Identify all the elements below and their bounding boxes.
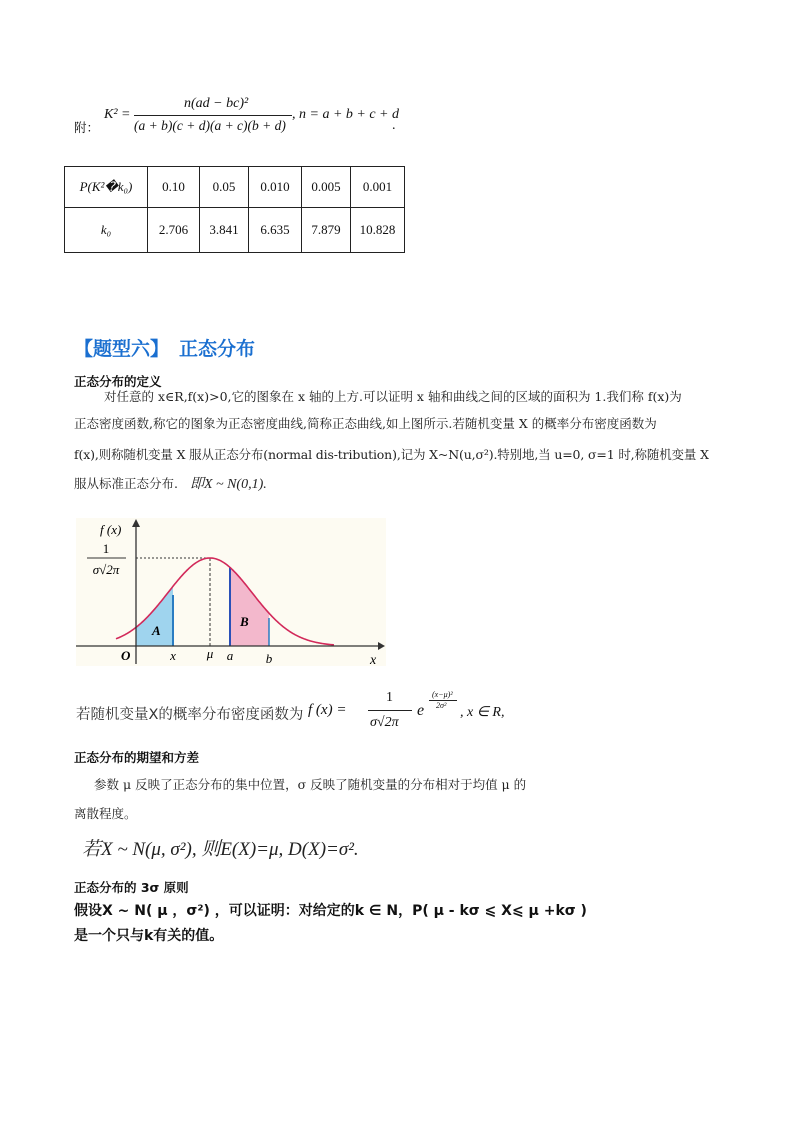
- table-cell: 0.001: [351, 167, 405, 208]
- table-row: [65, 208, 405, 253]
- formula-numerator: n(ad − bc)²: [184, 96, 249, 111]
- tick-a-label: a: [226, 648, 234, 663]
- three-sigma-line-2: 是一个只与k有关的值。: [74, 928, 224, 944]
- table-cell: 7.879: [302, 208, 351, 253]
- formula-lhs: K² =: [104, 107, 131, 122]
- fraction-bar: [134, 115, 292, 116]
- table-cell: 3.841: [200, 208, 249, 253]
- normal-curve-graph: [76, 518, 386, 666]
- section-title-text: 正态分布: [179, 338, 256, 360]
- critical-value-table: [64, 166, 405, 253]
- section-title: [74, 334, 255, 361]
- table-cell: P(K²�k₀): [65, 167, 148, 208]
- density-exp-num: (x−μ)²: [432, 690, 453, 699]
- peak-label-num: 1: [102, 541, 110, 556]
- tick-mu-label: μ: [206, 646, 214, 661]
- density-fx: f (x) =: [308, 702, 347, 718]
- region-b-label: B: [240, 614, 249, 629]
- formula-prefix: 附：: [74, 120, 100, 135]
- density-text: 若随机变量X的概率分布密度函数为: [76, 707, 304, 723]
- peak-label-den: σ√2π: [92, 562, 120, 577]
- expect-heading: 正态分布的期望和方差: [74, 750, 200, 765]
- table-cell: 0.010: [249, 167, 302, 208]
- definition-line-4: [74, 470, 267, 498]
- table-cell: 2.706: [148, 208, 200, 253]
- expect-line-2: 离散程度。: [74, 806, 137, 821]
- tick-b-label: b: [265, 651, 273, 666]
- formula-tail: , n = a + b + c + d: [292, 107, 400, 122]
- standard-normal-formula: 即X ~ N(0,1).: [189, 477, 267, 492]
- density-exp-den: 2σ²: [436, 701, 447, 710]
- density-formula: [76, 688, 536, 738]
- density-coef-num: 1: [386, 690, 393, 705]
- formula-end: .: [392, 118, 396, 133]
- table-cell: 10.828: [351, 208, 405, 253]
- region-a-label: A: [152, 623, 161, 638]
- table-cell: 6.635: [249, 208, 302, 253]
- table-row: [65, 167, 405, 208]
- definition-heading: 正态分布的定义: [74, 374, 162, 389]
- x-axis-label: x: [370, 653, 377, 666]
- definition-line-1: 对任意的 x∈R,f(x)>0,它的图象在 x 轴的上方.可以证明 x 轴和曲线之间的区域的面积为 1.我们称 f(x)为: [104, 389, 682, 404]
- definition-line-4-text: 服从标准正态分布.: [74, 476, 178, 491]
- three-sigma-heading: 正态分布的 3σ 原则: [74, 880, 189, 895]
- density-tail: , x ∈ R,: [460, 705, 505, 720]
- expect-line-1: 参数 μ 反映了正态分布的集中位置，σ 反映了随机变量的分布相对于均值 μ 的: [94, 777, 527, 792]
- definition-line-2: 正态密度函数,称它的图象为正态密度曲线,简称正态曲线,如上图所示.若随机变量 X 的概率分布密度函数为: [74, 416, 657, 431]
- table-cell: 0.05: [200, 167, 249, 208]
- density-coef-bar: [368, 710, 412, 711]
- k-squared-formula: [74, 96, 414, 140]
- y-axis-label: f (x): [100, 522, 122, 537]
- origin-label: O: [121, 648, 131, 663]
- expect-formula: 若X ~ N(μ, σ²), 则E(X)=μ, D(X)=σ².: [82, 839, 359, 860]
- table-cell: 0.005: [302, 167, 351, 208]
- density-coef-den: σ√2π: [370, 715, 399, 730]
- tick-x-label: x: [170, 648, 176, 663]
- definition-line-3: f(x),则称随机变量 X 服从正态分布(normal dis-tribution),记为 X~N(u,σ²).特别地,当 u=0, σ=1 时,称随机变量 X: [74, 447, 709, 462]
- three-sigma-line-1: 假设X ~ N( μ ，σ²) ，可以证明：对给定的k ∈ N，P( μ - kσ ⩽ X⩽ μ +kσ ): [74, 903, 587, 919]
- formula-denominator: (a + b)(c + d)(a + c)(b + d): [134, 118, 286, 133]
- density-e: e: [417, 702, 425, 719]
- table-cell: 0.10: [148, 167, 200, 208]
- table-cell: k₀: [65, 208, 148, 253]
- section-bracket-title: 【题型六】: [74, 338, 170, 360]
